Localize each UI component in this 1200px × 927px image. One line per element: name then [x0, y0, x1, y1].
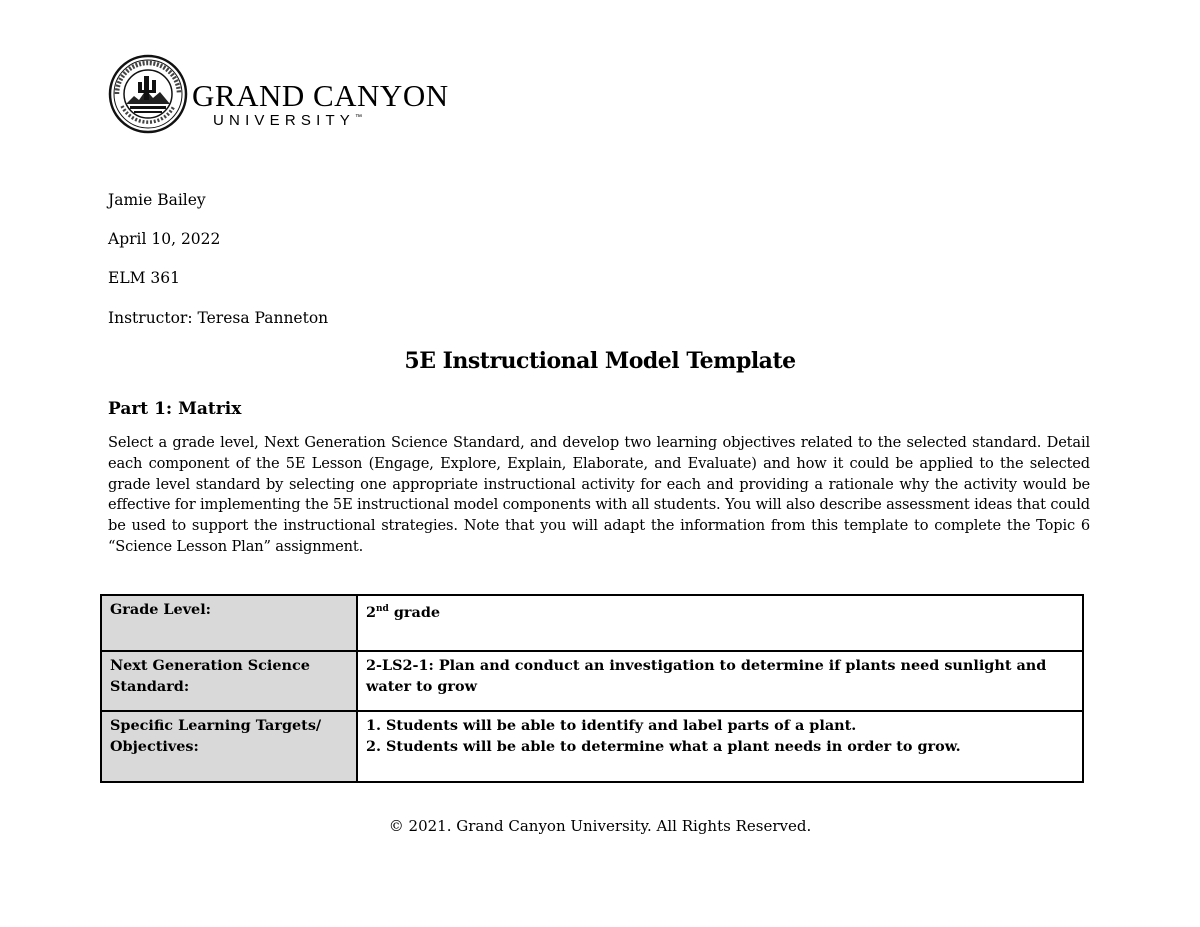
- instructor-name: Instructor: Teresa Panneton: [108, 309, 329, 327]
- objective-item: 2. Students will be able to determine what a plant needs in order to grow.: [366, 738, 961, 755]
- part1-instructions: Select a grade level, Next Generation Science Standard, and develop two learning objectives related to the selected standard. Detail each component of the 5E Lesson (Engage, Explore, Explain, Elaborate, and Evaluate) and how it could be applied to the selected grade level standard by selecting one appropriate instructional activity for each and providing a rationale why the activity would be effective for implementing the 5E instructional model components with all students. You will also describe assessment ideas that could be used to support the instructional strategies. Note that you will adapt the information from this template to complete the Topic 6 “Science Lesson Plan” assignment.: [108, 434, 1091, 555]
- student-name: Jamie Bailey: [108, 191, 206, 209]
- trademark-symbol: ™: [355, 114, 363, 121]
- table-row-grade-level: [101, 595, 1083, 651]
- grade-word: grade: [388, 603, 441, 621]
- document-title: 5E Instructional Model Template: [404, 348, 796, 374]
- submission-date: April 10, 2022: [108, 230, 221, 248]
- objectives-value: [357, 711, 1083, 782]
- logo-wordmark-university: UNIVERSITY: [213, 112, 356, 129]
- grade-level-value: [357, 595, 1083, 651]
- logo-wordmark-line1: GRAND CANYON: [192, 78, 449, 113]
- table-row-standard: [101, 651, 1083, 711]
- grade-number: 2: [366, 603, 377, 621]
- table-row-objectives: [101, 711, 1083, 782]
- objective-item: 1. Students will be able to identify and label parts of a plant.: [366, 717, 857, 734]
- standard-label: Next Generation Science Standard:: [101, 651, 357, 711]
- grade-ordinal: nd: [376, 604, 389, 614]
- course-code: ELM 361: [108, 269, 180, 287]
- objectives-label: Specific Learning Targets/ Objectives:: [101, 711, 357, 782]
- part1-heading: Part 1: Matrix: [108, 399, 242, 419]
- grade-level-label: Grade Level:: [101, 595, 357, 651]
- logo-wordmark-line2: [213, 113, 362, 128]
- university-seal-icon: [108, 54, 188, 134]
- university-logo: [108, 52, 460, 134]
- standard-value: 2-LS2-1: Plan and conduct an investigation to determine if plants need sunlight and water to grow: [357, 651, 1083, 711]
- copyright-footer: © 2021. Grand Canyon University. All Rights Reserved.: [388, 817, 812, 835]
- matrix-table: [100, 594, 1084, 783]
